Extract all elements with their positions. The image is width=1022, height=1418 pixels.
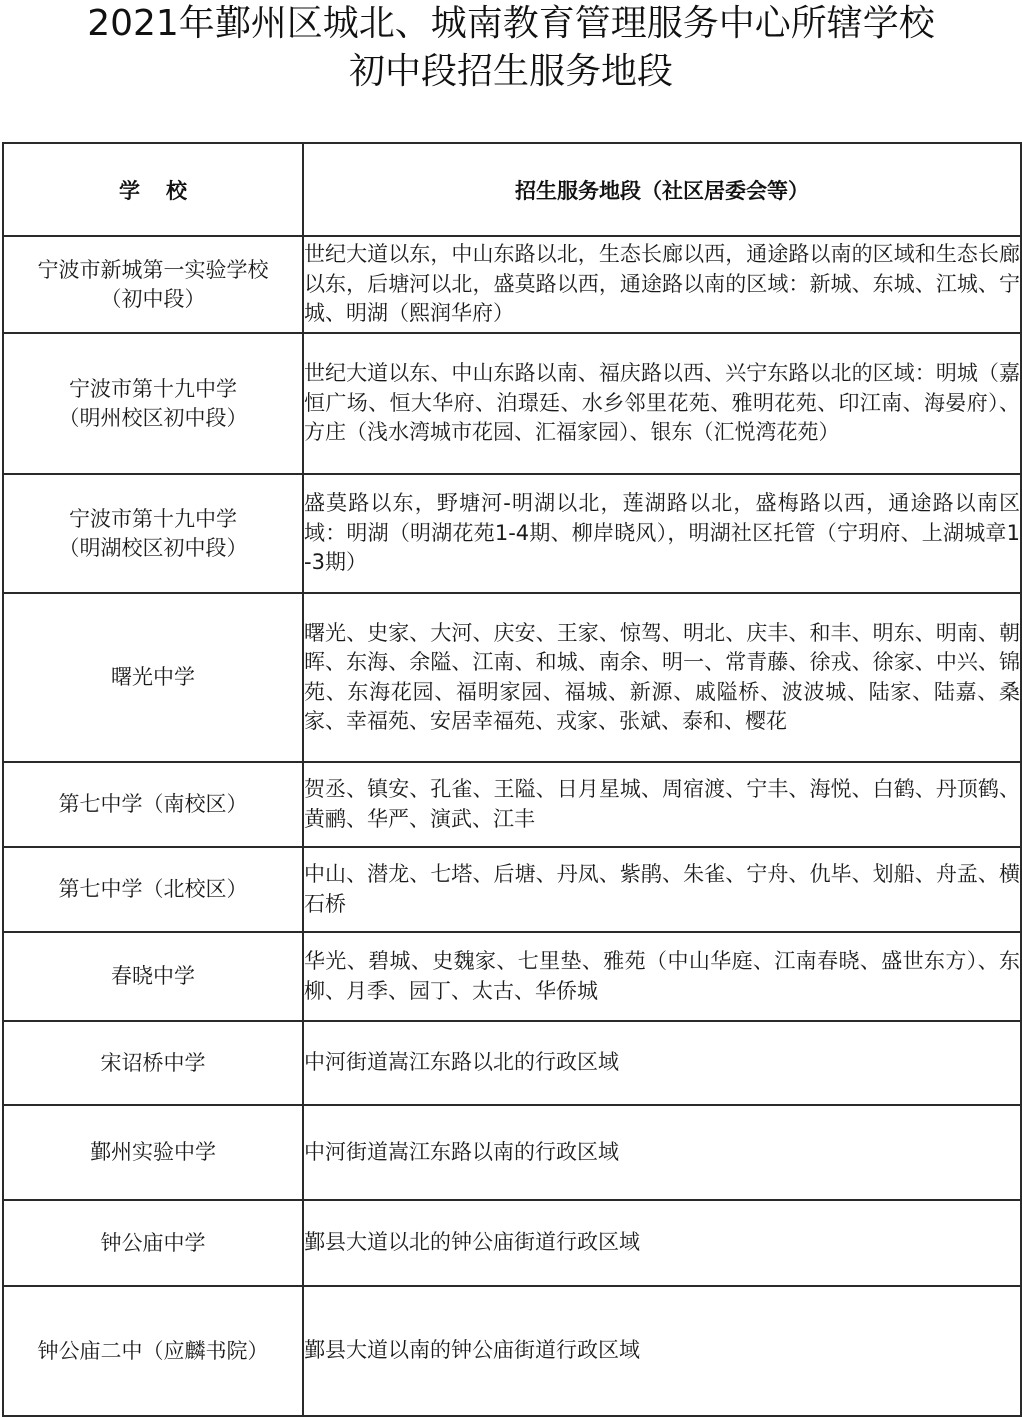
school-cell [3, 1021, 303, 1105]
table-row [3, 762, 1021, 847]
zone-cell: 华光、碧城、史魏家、七里垫、雅苑（中山华庭、江南春晓、盛世东方）、东柳、月季、园丁、太古、华侨城 [303, 932, 1021, 1021]
school-name-sub: （初中段） [100, 286, 206, 311]
school-cell [3, 1286, 303, 1416]
school-cell [3, 236, 303, 333]
table-row [3, 236, 1021, 333]
school-name: 鄞州实验中学 [90, 1140, 216, 1164]
school-name: 宁波市第十九中学 [69, 376, 237, 401]
zone-cell: 中河街道嵩江东路以南的行政区域 [303, 1105, 1021, 1200]
school-cell [3, 474, 303, 593]
table-row [3, 932, 1021, 1021]
title-line-1: 2021年鄞州区城北、城南教育管理服务中心所辖学校 [87, 3, 935, 44]
school-name: 曙光中学 [111, 665, 195, 689]
table-row [3, 1105, 1021, 1200]
header-school-cell [3, 143, 303, 236]
header-zone-label: 招生服务地段（社区居委会等） [515, 178, 809, 203]
school-cell [3, 333, 303, 474]
table-row [3, 1021, 1021, 1105]
header-zone-cell [303, 143, 1021, 236]
school-cell [3, 593, 303, 762]
school-name: 春晓中学 [111, 964, 195, 988]
document-title [0, 0, 1022, 142]
zone-cell: 中河街道嵩江东路以北的行政区域 [303, 1021, 1021, 1105]
school-cell [3, 847, 303, 932]
school-name: 宁波市新城第一实验学校 [37, 257, 269, 282]
table-row [3, 593, 1021, 762]
table-header-row [3, 143, 1021, 236]
zone-cell: 贺丞、镇安、孔雀、王隘、日月星城、周宿渡、宁丰、海悦、白鹤、丹顶鹤、黄鹂、华严、演武、江丰 [303, 762, 1021, 847]
school-cell [3, 762, 303, 847]
zone-cell: 世纪大道以东，中山东路以北，生态长廊以西，通途路以南的区域和生态长廊以东，后塘河以北，盛莫路以西，通途路以南的区域：新城、东城、江城、宁城、明湖（熙润华府） [303, 236, 1021, 333]
table-row [3, 1286, 1021, 1416]
school-name: 第七中学（南校区） [58, 792, 248, 816]
header-school-label: 学校 [119, 178, 213, 203]
school-name: 宋诏桥中学 [100, 1050, 206, 1075]
table-row [3, 1200, 1021, 1286]
zone-cell: 鄞县大道以北的钟公庙街道行政区域 [303, 1200, 1021, 1286]
table-row [3, 333, 1021, 474]
zone-cell: 曙光、史家、大河、庆安、王家、惊驾、明北、庆丰、和丰、明东、明南、朝晖、东海、余隘、江南、和城、南余、明一、常青藤、徐戎、徐家、中兴、锦苑、东海花园、福明家园、福城、新源、戚隘桥、波波城、陆家、陆嘉、桑家、幸福苑、安居幸福苑、戎家、张斌、泰和、樱花 [303, 593, 1021, 762]
school-name-sub: （明州校区初中段） [58, 405, 248, 430]
enrollment-zone-table [2, 142, 1022, 1417]
zone-cell: 中山、潜龙、七塔、后塘、丹凤、紫鹃、朱雀、宁舟、仇毕、划船、舟孟、横石桥 [303, 847, 1021, 932]
school-cell [3, 1105, 303, 1200]
school-name: 钟公庙二中（应麟书院） [37, 1338, 269, 1363]
school-name: 第七中学（北校区） [58, 877, 248, 901]
zone-cell: 鄞县大道以南的钟公庙街道行政区域 [303, 1286, 1021, 1416]
school-name-sub: （明湖校区初中段） [58, 535, 248, 560]
table-row [3, 474, 1021, 593]
zone-cell: 盛莫路以东，野塘河-明湖以北，莲湖路以北，盛梅路以西，通途路以南区域：明湖（明湖花苑1-4期、柳岸晓风），明湖社区托管（宁玥府、上湖城章1-3期） [303, 474, 1021, 593]
zone-cell: 世纪大道以东、中山东路以南、福庆路以西、兴宁东路以北的区域：明城（嘉恒广场、恒大华府、泊璟廷、水乡邻里花苑、雅明花苑、印江南、海晏府）、方庄（浅水湾城市花园、汇福家园）、银东（汇悦湾花苑） [303, 333, 1021, 474]
title-line-2: 初中段招生服务地段 [348, 51, 673, 92]
table-row [3, 847, 1021, 932]
school-cell [3, 932, 303, 1021]
school-name: 宁波市第十九中学 [69, 506, 237, 531]
school-cell [3, 1200, 303, 1286]
school-name: 钟公庙中学 [100, 1230, 206, 1255]
